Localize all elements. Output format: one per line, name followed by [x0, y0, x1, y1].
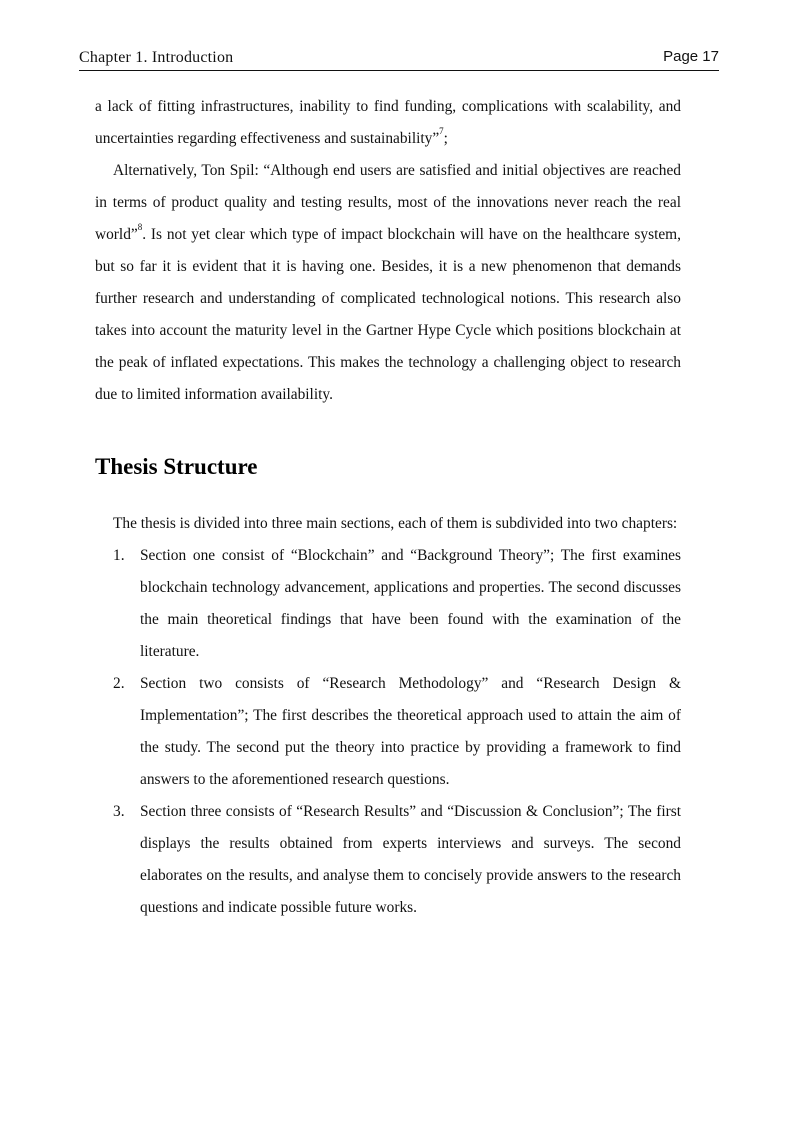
list-item: [95, 540, 681, 668]
list-number: 2.: [113, 675, 125, 692]
list-item-text: Section one consist of “Blockchain” and “Background Theory”; The first examines blockchain technology advancement, applications and properties. The second discusses the main theoretical findings that have been found with the examination of the literature.: [140, 547, 681, 660]
list-item-text: Section three consists of “Research Results” and “Discussion & Conclusion”; The first displays the results obtained from experts interviews and surveys. The second elaborates on the results, and analyse them to concisely provide answers to the research questions and indicate possible future works.: [140, 803, 681, 916]
footnote-ref-7[interactable]: 7: [439, 126, 444, 136]
list-item-text: Section two consists of “Research Methodology” and “Research Design & Implementation”; The first describes the theoretical approach used to attain the aim of the study. The second put the theory into practice by providing a framework to find answers to the aforementioned research questions.: [140, 675, 681, 788]
list-number: 1.: [113, 547, 125, 564]
chapter-title: Chapter 1. Introduction: [79, 49, 234, 66]
paragraph-continuation: [95, 91, 681, 155]
section-list: [95, 540, 681, 924]
paragraph-text: a lack of fitting infrastructures, inability to find funding, complications with scalability, and uncertainties regarding effectiveness and sustainability”: [95, 98, 681, 147]
section-heading: Thesis Structure: [95, 454, 258, 479]
section-intro: The thesis is divided into three main sections, each of them is subdivided into two chapters:: [113, 515, 678, 532]
body-text: [95, 91, 681, 924]
paragraph-text: Alternatively, Ton Spil: “Although end users are satisfied and initial objectives are reached in terms of product quality and testing results, most of the innovations never reach the real world”: [95, 162, 681, 243]
page-number: Page 17: [663, 48, 719, 65]
paragraph-text-rest: . Is not yet clear which type of impact blockchain will have on the healthcare system, but so far it is evident that it is having one. Besides, it is a new phenomenon that demands further research and understanding of complicated technological notions. This research also takes into account the maturity level in the Gartner Hype Cycle which positions blockchain at the peak of inflated expectations. This makes the technology a challenging object to research due to limited information availability.: [95, 226, 681, 403]
paragraph-alternatively: [95, 155, 681, 411]
paragraph-end: ;: [443, 130, 448, 147]
list-item: [95, 796, 681, 924]
footnote-ref-8[interactable]: 8: [137, 222, 143, 232]
running-header: [79, 48, 719, 71]
list-number: 3.: [113, 803, 125, 820]
list-item: [95, 668, 681, 796]
